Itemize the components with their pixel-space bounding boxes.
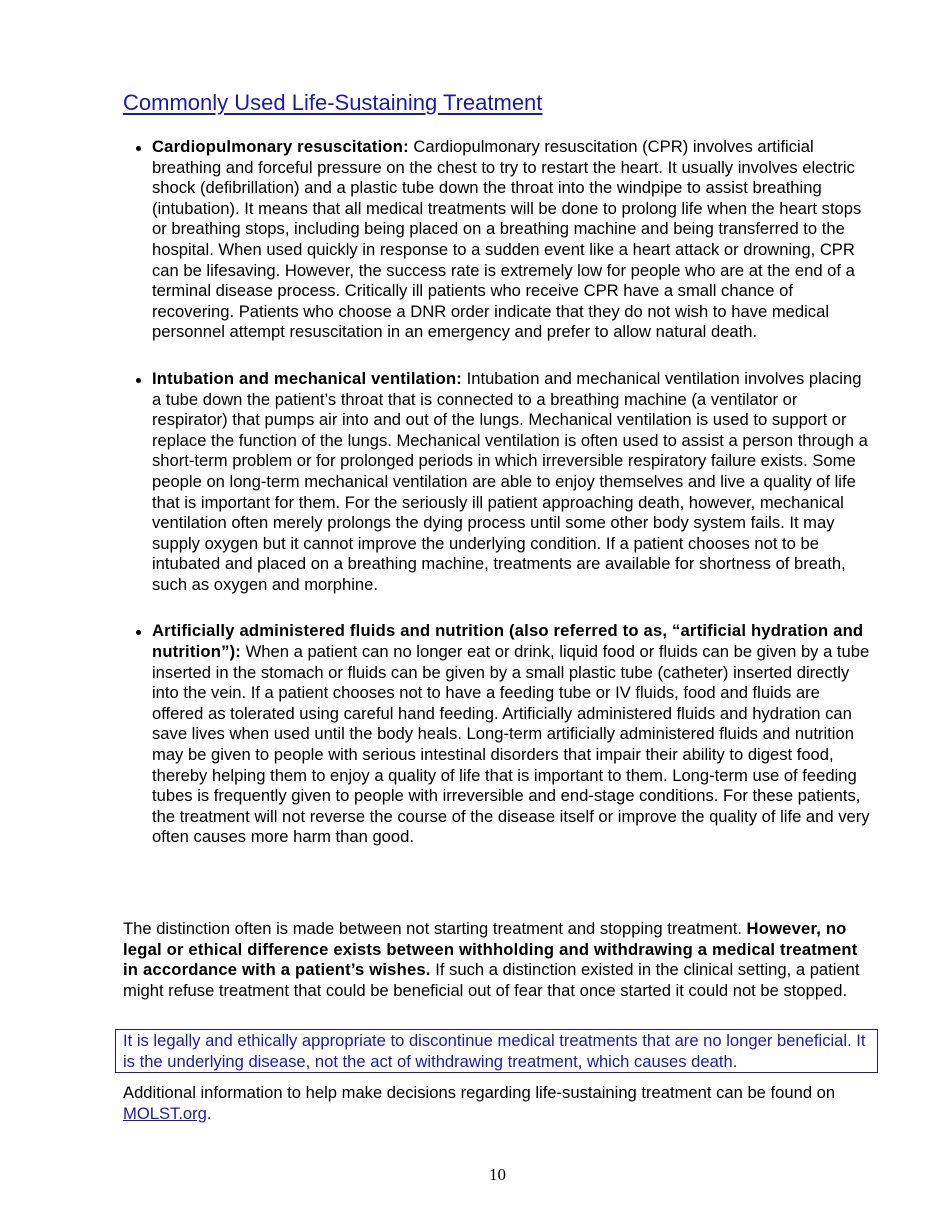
description-cpr: Cardiopulmonary resuscitation (CPR) involves artificial breathing and forceful pressure on the chest to try to restart the heart. It usually involves electric shock (defibrillation) and a plastic tube down the throat into the windpipe to assist breathing (intubation). It means that all medical treatments will be done to prolong life when the heart stops or breathing stops, including being placed on a breathing machine and being transferred to the hospital. When used quickly in response to a sudden event like a heart attack or drowning, CPR can be lifesaving. However, the success rate is extremely low for people who are at the end of a terminal disease process. Critically ill patients who receive CPR have a small chance of recovering. Patients who choose a DNR order indicate that they do not wish to have medical personnel attempt resuscitation in an emergency and prefer to allow natural death. xyxy=(152,137,862,342)
callout-box: It is legally and ethically appropriate to discontinue medical treatments that are no longer beneficial. It is the underlying disease, not the act of withdrawing treatment, which causes death. xyxy=(115,1029,878,1073)
list-item-cpr xyxy=(123,137,873,343)
term-intubation: Intubation and mechanical ventilation: xyxy=(152,368,463,388)
list-item-nutrition xyxy=(123,621,873,848)
distinction-paragraph xyxy=(123,919,863,1001)
bullet-icon xyxy=(136,378,141,383)
distinction-lead: The distinction often is made between not starting treatment and stopping treatment. xyxy=(123,919,747,938)
section-title-link[interactable]: Commonly Used Life-Sustaining Treatment xyxy=(123,90,543,115)
bullet-icon xyxy=(136,630,141,635)
molst-link[interactable]: MOLST.org xyxy=(123,1103,207,1123)
description-nutrition: When a patient can no longer eat or drink, liquid food or fluids can be given by a tube inserted in the stomach or fluids can be given by a small plastic tube (catheter) inserted directly into the vein. If a patient chooses not to have a feeding tube or IV fluids, food and fluids are offered as tolerated using careful hand feeding. Artificially administered fluids and hydration can save lives when used until the body heals. Long-term artificially administered fluids and nutrition may be given to people with serious intestinal disorders that impair their ability to digest food, thereby helping them to enjoy a quality of life that is important to them. Long-term use of feeding tubes is frequently given to people with irreversible and end-stage conditions. For these patients, the treatment will not reverse the course of the disease itself or improve the quality of life and very often causes more harm than good. xyxy=(152,642,870,847)
distinction-emphasis: However, no legal or ethical difference exists between withholding and withdrawing a medical treatment in accordance with a patient’s wishes. xyxy=(123,919,858,980)
treatment-list xyxy=(123,137,873,874)
distinction-tail: If such a distinction existed in the clinical setting, a patient might refuse treatment that could be beneficial out of fear that once started it could not be stopped. xyxy=(123,960,860,1000)
term-cpr: Cardiopulmonary resuscitation: xyxy=(152,137,409,156)
term-nutrition: Artificially administered fluids and nutrition (also referred to as, “artificial hydration and nutrition”): xyxy=(152,621,864,662)
bullet-icon xyxy=(136,146,141,151)
additional-info xyxy=(123,1083,873,1124)
list-item-intubation xyxy=(123,369,873,596)
page-number: 10 xyxy=(489,1165,506,1184)
additional-end: . xyxy=(206,1103,212,1123)
description-intubation: Intubation and mechanical ventilation involves placing a tube down the patient’s throat that is connected to a breathing machine (a ventilator or respirator) that pumps air into and out of the lungs. Mechanical ventilation is used to support or replace the function of the lungs. Mechanical ventilation is often used to assist a person through a short-term problem or for prolonged periods in which irreversible respiratory failure exists. Some people on long-term mechanical ventilation are able to enjoy themselves and live a quality of life that is important for them. For the seriously ill patient approaching death, however, mechanical ventilation often merely prolongs the dying process until some other body system fails. It may supply oxygen but it cannot improve the underlying condition. If a patient chooses not to be intubated and placed on a breathing machine, treatments are available for shortness of breath, such as oxygen and morphine. xyxy=(152,368,868,594)
additional-text: Additional information to help make decisions regarding life-sustaining treatment can be found on xyxy=(123,1083,836,1102)
